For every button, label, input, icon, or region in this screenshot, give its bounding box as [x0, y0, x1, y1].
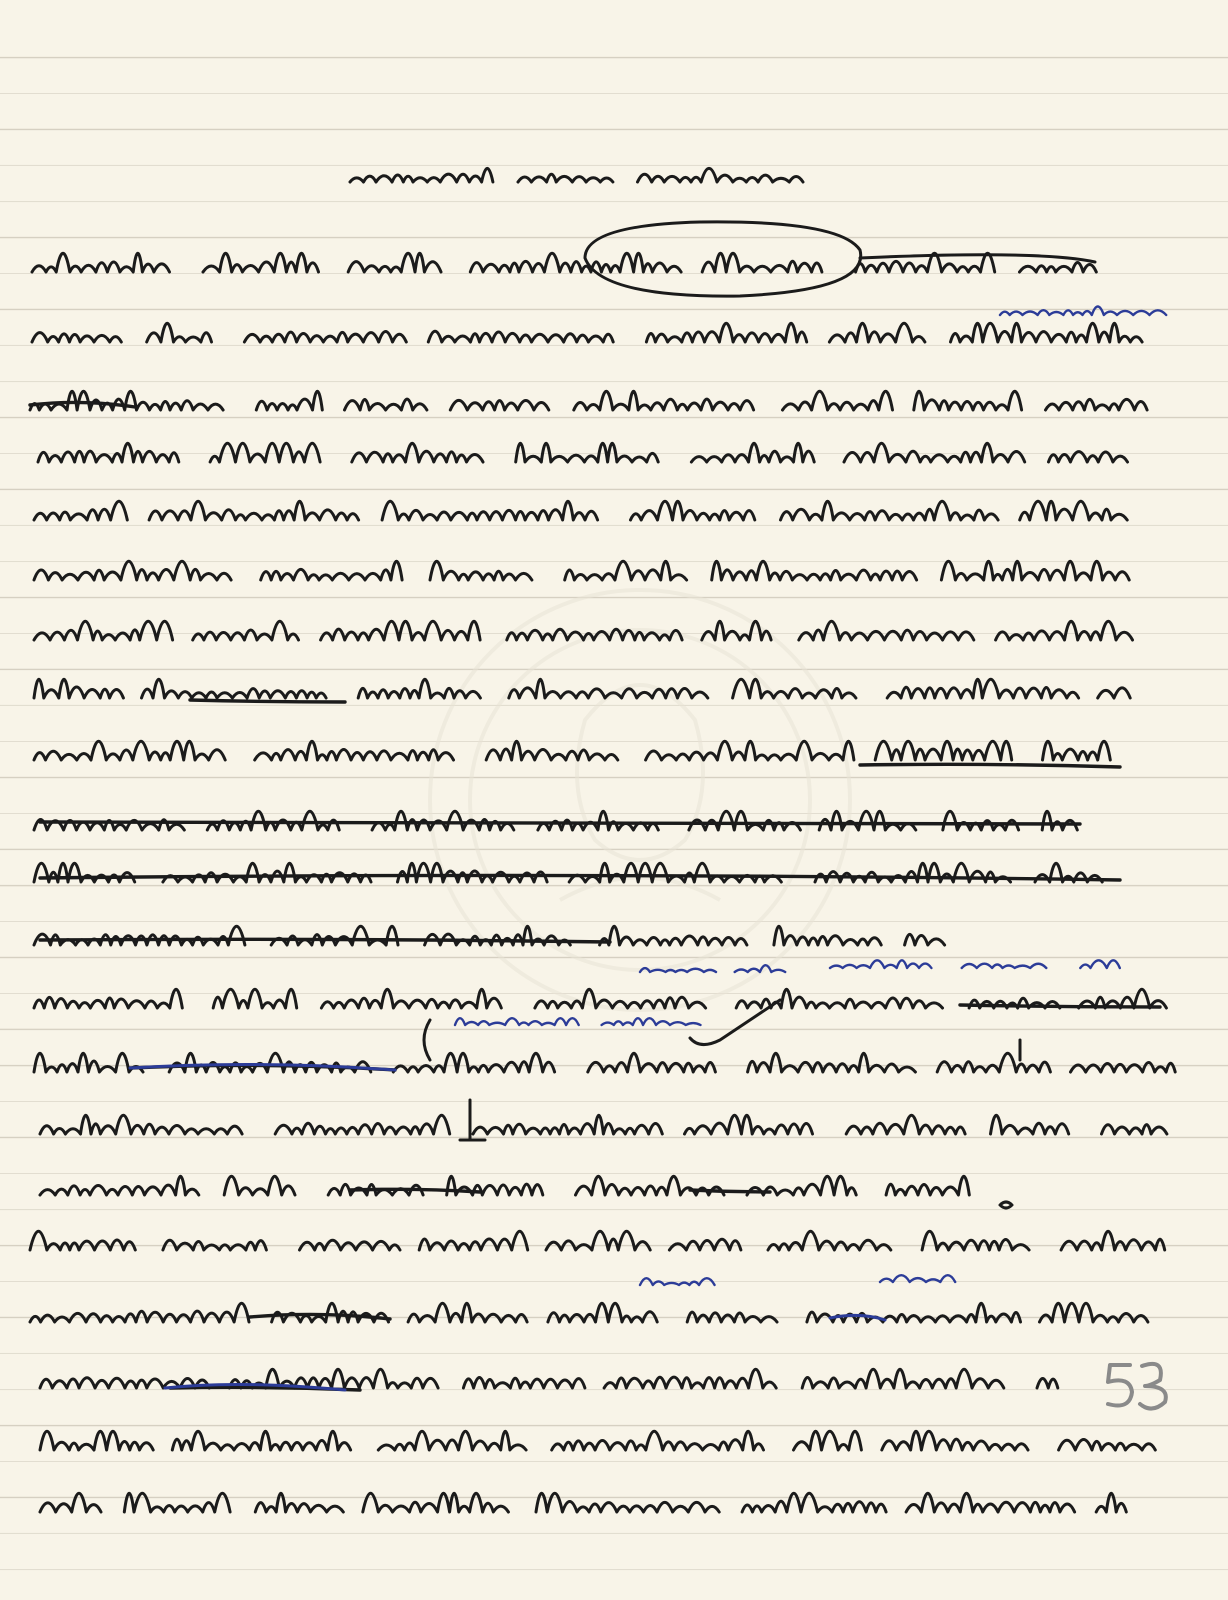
- digit-three: [1140, 1364, 1166, 1409]
- handwriting-line: [34, 501, 1127, 520]
- open-bracket: [424, 1020, 430, 1060]
- strikethrough: [690, 1190, 770, 1192]
- handwriting-line: [40, 1493, 1126, 1512]
- handwriting-line: [40, 1115, 1167, 1134]
- strikethrough: [30, 402, 135, 407]
- handwriting-line: [34, 679, 1130, 698]
- handwriting-line: [40, 1431, 1155, 1450]
- strikethrough: [860, 764, 1120, 767]
- handwriting-line: [30, 391, 1147, 410]
- heading-stroke: [350, 168, 803, 182]
- strikethrough: [960, 1005, 1160, 1007]
- watermark-seal: [430, 590, 850, 1010]
- handwriting-line: [40, 1176, 969, 1195]
- digit-five: [1108, 1365, 1132, 1406]
- handwriting-line: [32, 323, 1142, 342]
- strikethrough: [350, 1189, 480, 1192]
- handwriting-line: [34, 741, 1110, 760]
- interlinear-note: [880, 1275, 955, 1282]
- handwriting-line: [34, 621, 1133, 640]
- strikethrough: [190, 700, 345, 702]
- handwriting-line: [30, 1231, 1165, 1250]
- heading-script: [350, 168, 803, 182]
- interlinear-note: [640, 1278, 715, 1285]
- interlinear-note: [830, 960, 1120, 968]
- interlinear-note: [455, 1018, 701, 1025]
- blue-ink-annotations: [130, 307, 1166, 1391]
- full-stop: [1000, 1202, 1012, 1208]
- handwriting-line: [38, 443, 1128, 462]
- strikethrough: [40, 822, 1080, 824]
- page-number-mark: [1108, 1364, 1166, 1409]
- handwriting-line: [34, 1053, 1175, 1072]
- handwriting-line: [34, 561, 1129, 580]
- handwriting-line: [30, 1303, 1148, 1322]
- interlinear-note: [1000, 307, 1166, 316]
- editorial-marks: [424, 222, 1095, 1208]
